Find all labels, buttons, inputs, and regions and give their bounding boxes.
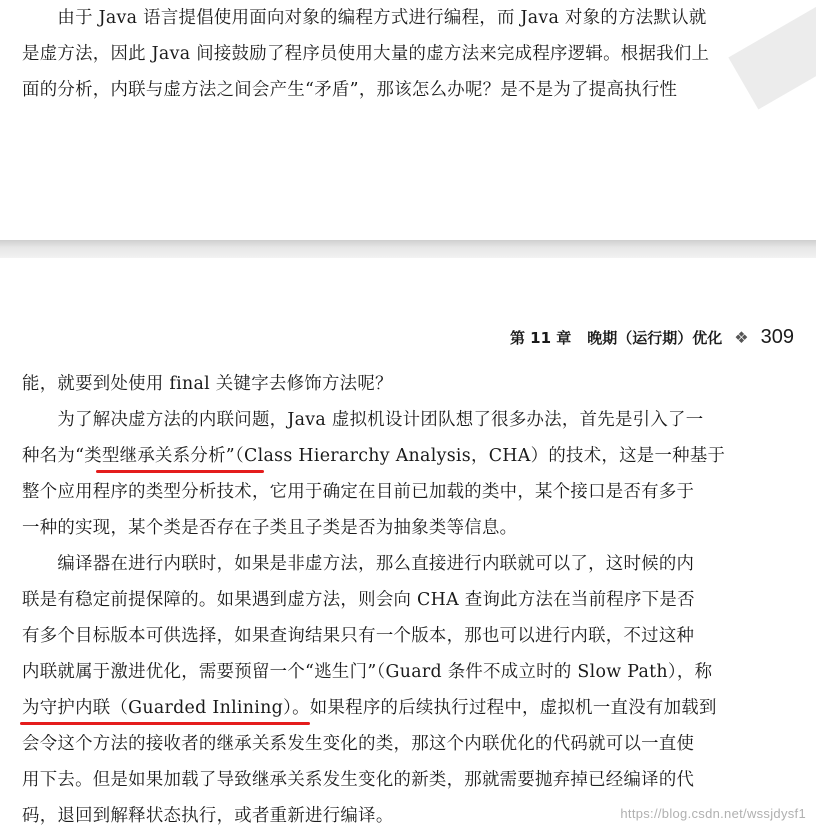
top-text-line: 面的分析，内联与虚方法之间会产生“矛盾”，那该怎么办呢？是不是为了提高执行性	[22, 80, 678, 100]
body-text-line: 能，就要到处使用 final 关键字去修饰方法呢？	[22, 374, 393, 394]
top-page	[0, 0, 816, 240]
top-text-line: 由于 Java 语言提倡使用面向对象的编程方式进行编程，而 Java 对象的方法默认就	[22, 8, 707, 28]
page-gap-divider	[0, 240, 816, 258]
watermark-url: https://blog.csdn.net/wssjdysf1	[620, 806, 806, 821]
header-title: 晚期（运行期）优化	[587, 328, 723, 347]
body-text-line: 有多个目标版本可供选择，如果查询结果只有一个版本，那也可以进行内联，不过这种	[22, 626, 695, 646]
body-text-line: 种名为“类型继承关系分析”（Class Hierarchy Analysis，CHA）的技术，这是一种基于	[22, 446, 726, 466]
body-text-line: 为了解决虚方法的内联问题，Java 虚拟机设计团队想了很多办法，首先是引入了一	[22, 410, 704, 430]
guarded-inlining-underline	[20, 722, 310, 725]
body-text-line: 码，退回到解释状态执行，或者重新进行编译。	[22, 806, 394, 826]
body-text-line: 内联就属于激进优化，需要预留一个“逃生门”（Guard 条件不成立时的 Slow Path），称	[22, 662, 713, 682]
body-text-line: 联是有稳定前提保障的。如果遇到虚方法，则会向 CHA 查询此方法在当前程序下是否	[22, 590, 695, 610]
body-text-line: 一种的实现，某个类是否存在子类且子类是否为抽象类等信息。	[22, 518, 518, 538]
body-text-line: 用下去。但是如果加载了导致继承关系发生变化的新类，那就需要抛弃掉已经编译的代	[22, 770, 695, 790]
page-number: 309	[760, 325, 794, 348]
watermark-shape	[728, 3, 816, 110]
body-text-line: 会令这个方法的接收者的继承关系发生变化的类，那这个内联优化的代码就可以一直使	[22, 734, 695, 754]
cha-highlight-underline	[96, 470, 264, 473]
body-text-line: 为守护内联（Guarded Inlining）。如果程序的后续执行过程中，虚拟机一直没有加载到	[22, 698, 717, 718]
body-text-line: 编译器在进行内联时，如果是非虚方法，那么直接进行内联就可以了，这时候的内	[22, 554, 695, 574]
running-header	[510, 325, 794, 349]
top-text-line: 是虚方法，因此 Java 间接鼓励了程序员使用大量的虚方法来完成程序逻辑。根据我们上	[22, 44, 710, 64]
ornament-icon: ❖	[734, 327, 749, 347]
body-text-line: 整个应用程序的类型分析技术，它用于确定在目前已加载的类中，某个接口是否有多于	[22, 482, 695, 502]
header-chapter: 第 11 章	[509, 328, 572, 347]
